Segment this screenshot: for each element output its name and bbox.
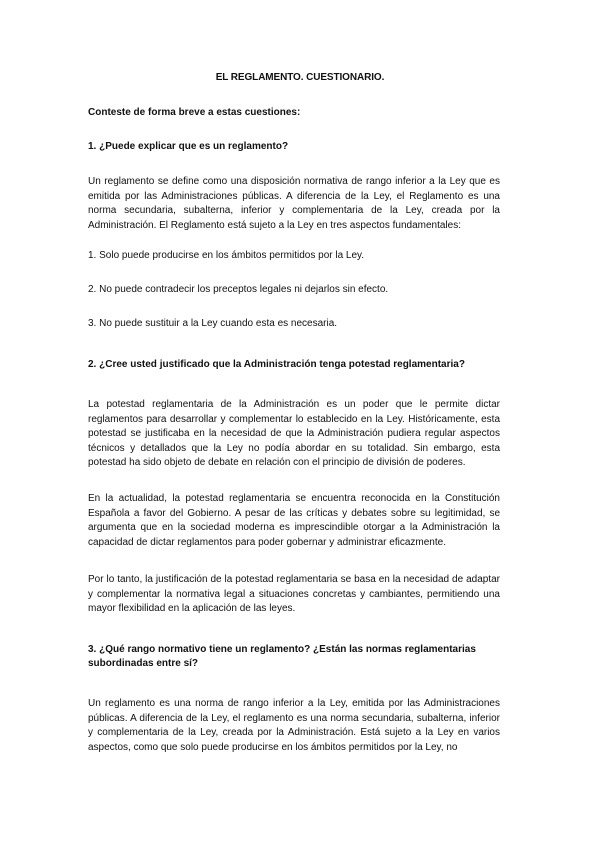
question-1: 1. ¿Puede explicar que es un reglamento? — [88, 141, 289, 152]
question-3: 3. ¿Qué rango normativo tiene un reglamento? ¿Están las normas reglamentarias subordinadas entre sí? — [88, 644, 476, 669]
document-title: EL REGLAMENTO. CUESTIONARIO. — [215, 72, 385, 83]
answer-2-paragraph-2: En la actualidad, la potestad reglamentaria se encuentra reconocida en la Constitución Española a favor del Gobierno. A pesar de las críticas y debates sobre su legitimidad, se argumenta que en la sociedad moderna es imprescindible otorgar a la Administración la capacidad de dictar reglamentos para poder gobernar y administrar eficazmente. — [88, 493, 500, 548]
answer-3-paragraph: Un reglamento es una norma de rango inferior a la Ley, emitida por las Administraciones públicas. A diferencia de la Ley, el reglamento es una norma secundaria, subalterna, inferior y complementaria de la Ley, creada por la Administración. Está sujeto a la Ley en varios aspectos, como que solo puede producirse en los ámbitos permitidos por la Ley, no — [88, 698, 500, 753]
answer-1-item-2: 2. No puede contradecir los preceptos legales ni dejarlos sin efecto. — [88, 284, 389, 295]
answer-2-paragraph-3: Por lo tanto, la justificación de la potestad reglamentaria se basa en la necesidad de adaptar y complementar la normativa legal a situaciones concretas y cambiantes, permitiendo una mayor flexibilidad en la aplicación de las leyes. — [88, 574, 500, 614]
answer-1-item-1: 1. Solo puede producirse en los ámbitos permitidos por la Ley. — [88, 250, 365, 261]
instructions: Conteste de forma breve a estas cuestiones: — [88, 107, 301, 118]
answer-1-paragraph: Un reglamento se define como una disposición normativa de rango inferior a la Ley que es emitida por las Administraciones públicas. A diferencia de la Ley, el Reglamento es una norma secundaria, subalterna, inferior y complementaria de la Ley, creada por la Administración. El Reglamento está sujeto a la Ley en tres aspectos fundamentales: — [88, 176, 500, 231]
question-2: 2. ¿Cree usted justificado que la Administración tenga potestad reglamentaria? — [88, 359, 465, 370]
answer-1-item-3: 3. No puede sustituir a la Ley cuando esta es necesaria. — [88, 318, 338, 329]
answer-2-paragraph-1: La potestad reglamentaria de la Administración es un poder que le permite dictar reglamentos para desarrollar y complementar lo establecido en la Ley. Históricamente, esta potestad se justificaba en la necesidad de que la Administración pudiera regular aspectos técnicos y detallados que la Ley no podía abordar en su totalidad. Sin embargo, esta potestad ha sido objeto de debate en relación con el principio de división de poderes. — [88, 399, 500, 468]
